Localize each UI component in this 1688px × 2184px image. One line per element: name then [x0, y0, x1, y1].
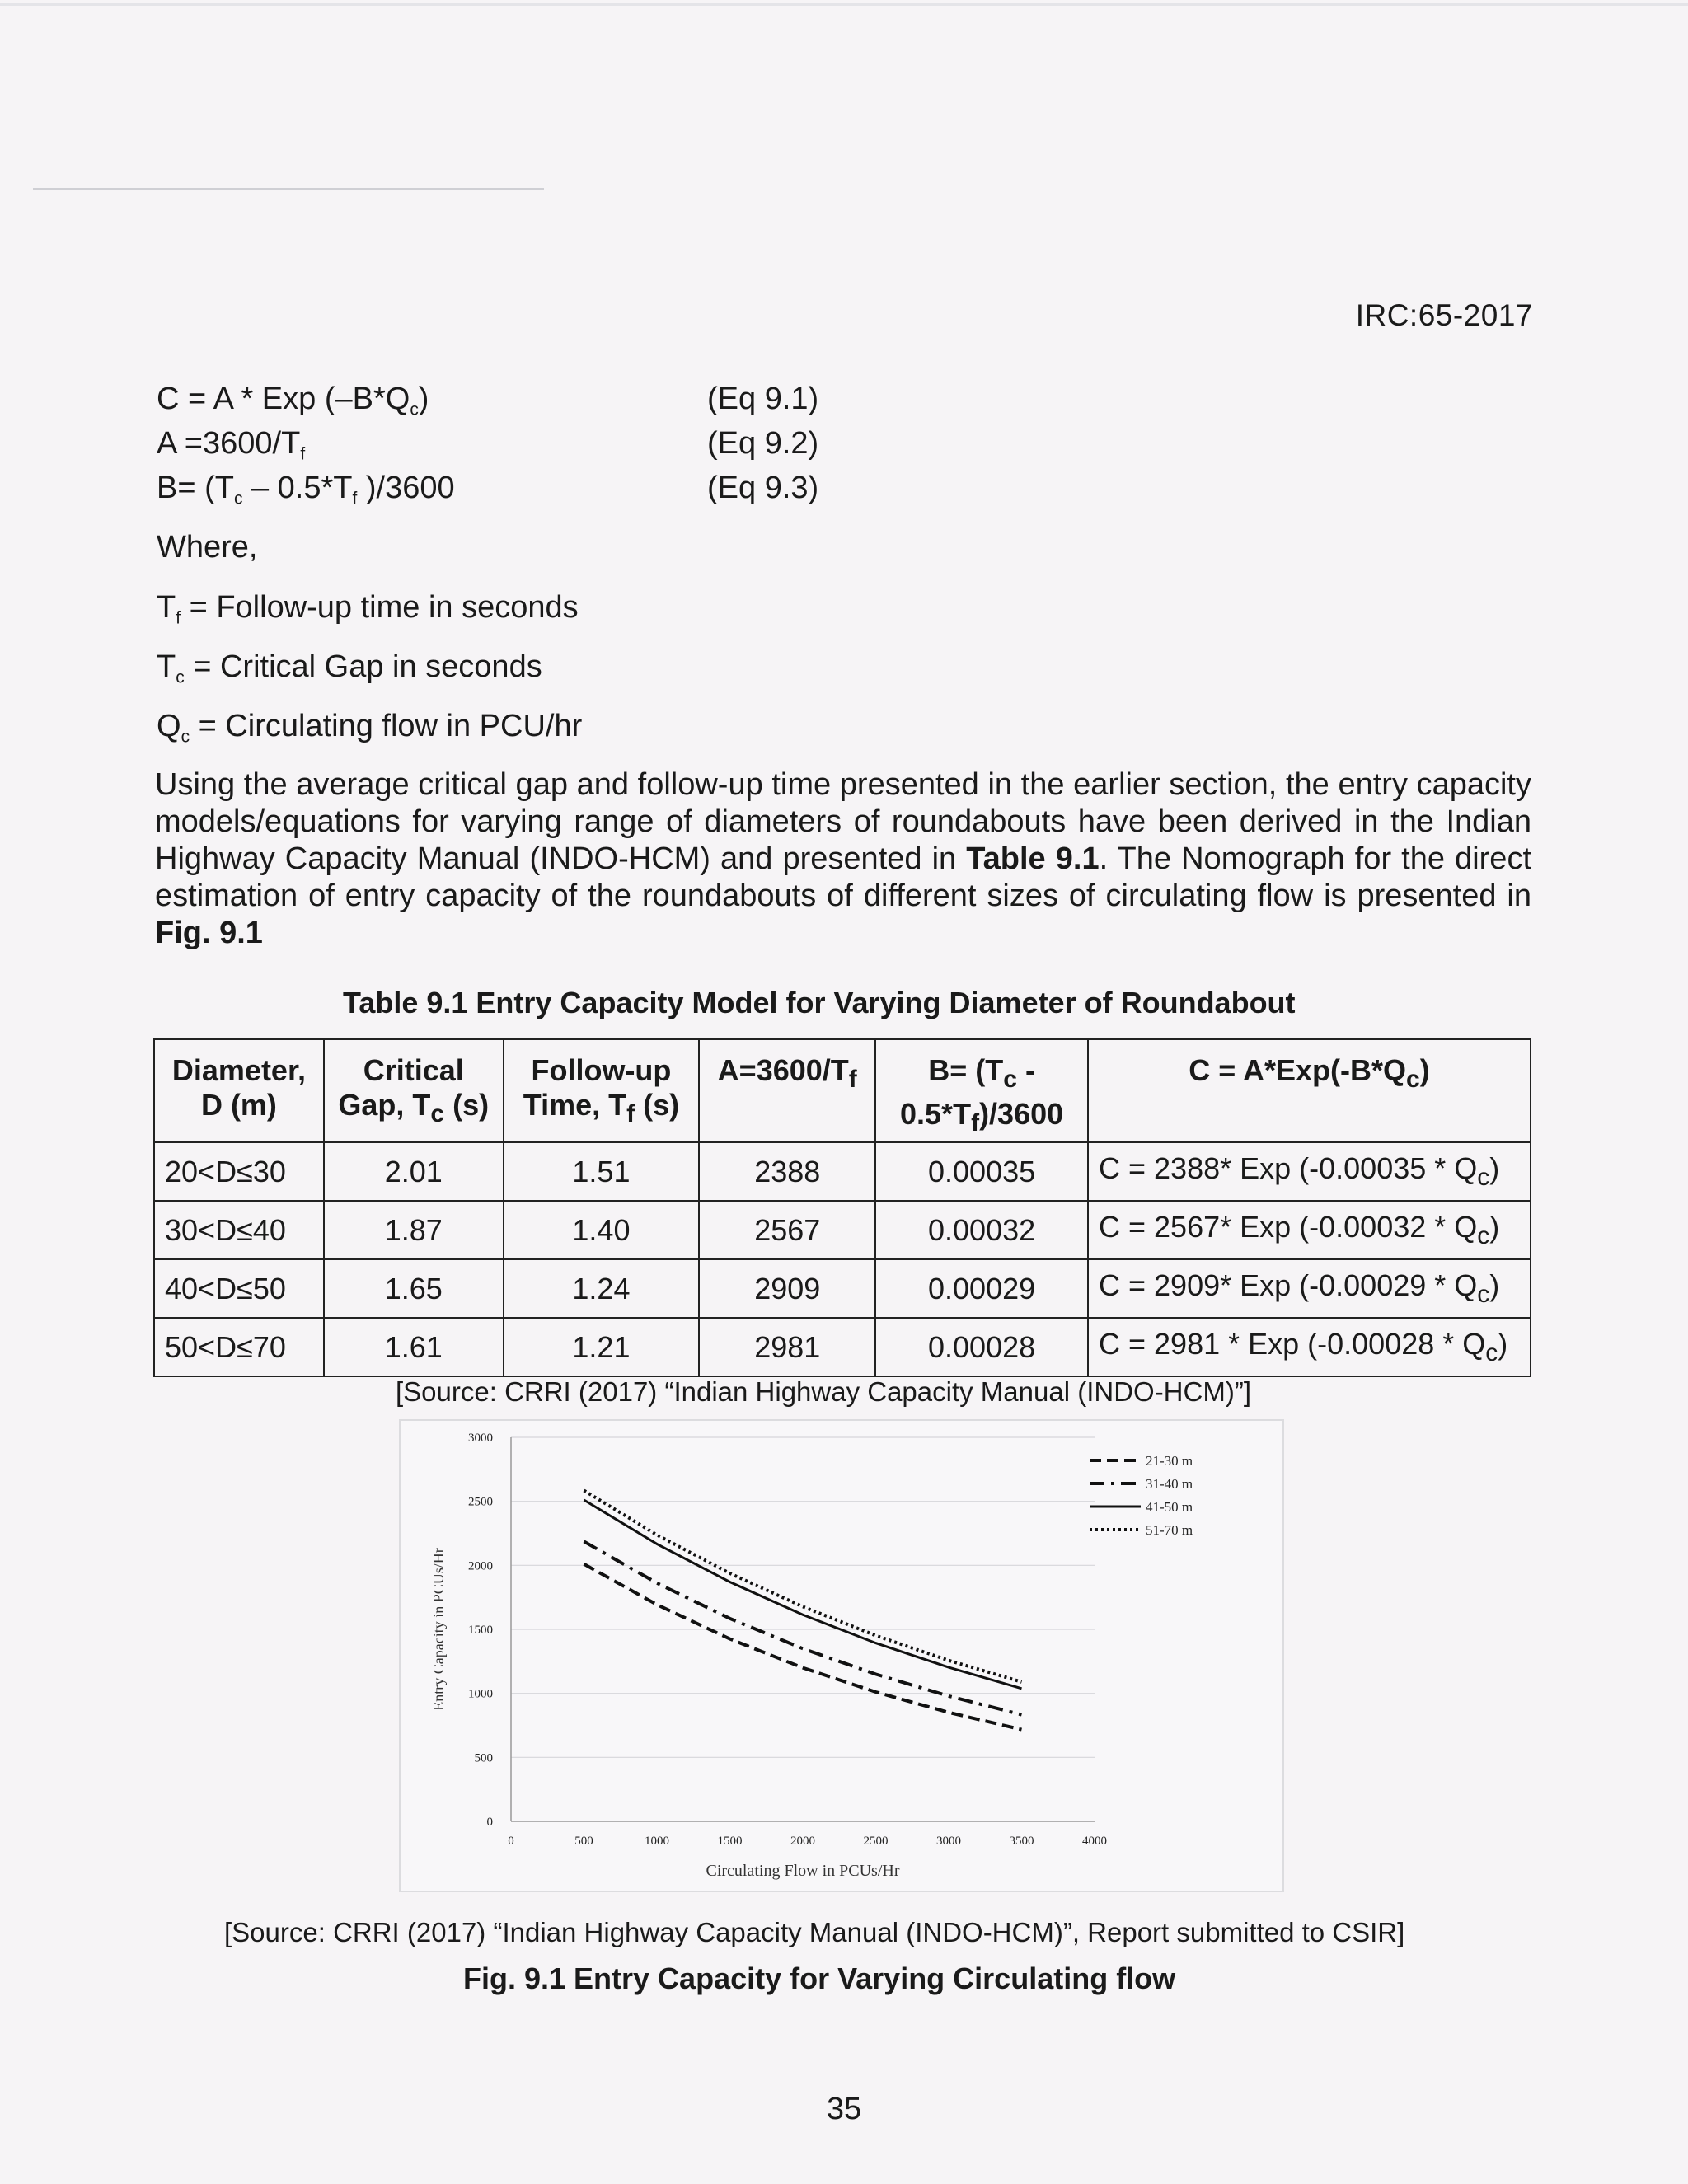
equation-9-2: $A =3600/T_f$	[157, 426, 306, 464]
header-c: $C = A*Exp(-B*Q_c)$	[1088, 1039, 1531, 1142]
capacity-table	[153, 1038, 1531, 1377]
x-tick-label: 3000	[936, 1835, 961, 1848]
cell-diameter: 30<D≤40	[154, 1201, 324, 1259]
x-tick-label: 0	[508, 1835, 514, 1848]
x-tick-label: 1000	[645, 1835, 669, 1848]
x-axis-label: Circulating Flow in PCUs/Hr	[706, 1862, 900, 1880]
table-caption: Table 9.1 Entry Capacity Model for Varying Diameter of Roundabout	[343, 986, 1296, 1019]
table-source: [Source: CRRI (2017) “Indian Highway Capacity Manual (INDO-HCM)”]	[396, 1376, 1251, 1407]
cell-tc: 1.87	[324, 1201, 504, 1259]
cell-tf: 1.21	[504, 1318, 700, 1376]
x-tick-label: 4000	[1082, 1835, 1107, 1848]
cell-tf: 1.40	[504, 1201, 700, 1259]
figure-source: [Source: CRRI (2017) “Indian Highway Capacity Manual (INDO-HCM)”, Report submitted to CSIR]	[224, 1917, 1405, 1947]
cell-c: C = 2388* Exp $(-0.00035 * Q_c)$	[1088, 1142, 1531, 1201]
y-tick-label: 2500	[468, 1495, 493, 1509]
x-tick-label: 2000	[790, 1835, 815, 1848]
cell-a: 2909	[699, 1259, 875, 1318]
equation-9-3-number: (Eq 9.3)	[707, 471, 819, 505]
table-row	[154, 1259, 1531, 1318]
cell-b: 0.00029	[875, 1259, 1088, 1318]
header-rule	[33, 188, 544, 190]
y-tick-label: 1500	[468, 1624, 493, 1637]
definition-tc: $T_c$ = Critical Gap in seconds	[157, 649, 542, 687]
cell-diameter: 50<D≤70	[154, 1318, 324, 1376]
y-tick-label: 2000	[468, 1559, 493, 1573]
equation-9-1: C = A * Exp $(-B*Q_c)$	[157, 382, 429, 419]
legend-label: 41-50 m	[1146, 1499, 1193, 1515]
cell-tf: 1.51	[504, 1142, 700, 1201]
equation-9-2-number: (Eq 9.2)	[707, 426, 819, 461]
table-row	[154, 1318, 1531, 1376]
legend-label: 51-70 m	[1146, 1522, 1193, 1538]
y-tick-label: 3000	[468, 1432, 493, 1445]
document-code: IRC:65-2017	[1355, 298, 1533, 332]
cell-a: 2567	[699, 1201, 875, 1259]
top-edge-line	[0, 3, 1688, 6]
y-axis-label: Entry Capacity in PCUs/Hr	[430, 1548, 447, 1711]
entry-capacity-chart	[401, 1421, 1282, 1891]
cell-b: 0.00028	[875, 1318, 1088, 1376]
series-line	[584, 1491, 1022, 1682]
cell-diameter: 20<D≤30	[154, 1142, 324, 1201]
y-tick-label: 0	[486, 1816, 493, 1829]
body-paragraph: Using the average critical gap and follow-up time presented in the earlier section, the entry capacity models/equations for varying range of diameters of roundabouts have been derived in the Indian Highway Capacity Manual (INDO-HCM) and presented in Table 9.1. The Nomograph for the direct estimation of entry capacity of the roundabouts of different sizes of circulating flow is presented in Fig. 9.1	[155, 767, 1532, 950]
figure-caption: Fig. 9.1 Entry Capacity for Varying Circulating flow	[463, 1961, 1176, 1995]
definition-tf: $T_f$ = Follow-up time in seconds	[157, 590, 579, 628]
definition-qc: $Q_c$ = Circulating flow in PCU/hr	[157, 709, 583, 747]
header-follow-up-time: Follow-up Time, $T_f$ (s)	[504, 1039, 700, 1142]
series-line	[584, 1541, 1022, 1714]
legend-label: 21-30 m	[1146, 1453, 1193, 1469]
header-diameter: Diameter, D (m)	[154, 1039, 324, 1142]
cell-tc: 1.65	[324, 1259, 504, 1318]
y-tick-label: 1000	[468, 1687, 493, 1701]
table-row	[154, 1201, 1531, 1259]
equation-9-3: $B= (T_c - 0.5*T_f$ )/3600	[157, 471, 455, 509]
cell-c: C = 2981 * Exp $(-0.00028 * Q_c)$	[1088, 1318, 1531, 1376]
header-a: $A=3600/T_f$	[699, 1039, 875, 1142]
cell-tf: 1.24	[504, 1259, 700, 1318]
where-label: Where,	[157, 530, 258, 565]
x-tick-label: 3500	[1009, 1835, 1034, 1848]
cell-a: 2981	[699, 1318, 875, 1376]
cell-b: 0.00035	[875, 1142, 1088, 1201]
cell-tc: 2.01	[324, 1142, 504, 1201]
cell-a: 2388	[699, 1142, 875, 1201]
y-tick-label: 500	[474, 1751, 493, 1765]
series-line	[584, 1500, 1022, 1689]
chart-frame	[399, 1419, 1284, 1892]
cell-b: 0.00032	[875, 1201, 1088, 1259]
page-number: 35	[826, 2092, 862, 2126]
cell-tc: 1.61	[324, 1318, 504, 1376]
header-b: $B= (T_c$ - $0.5*T_f)/3600$	[875, 1039, 1088, 1142]
cell-c: C = 2909* Exp $(-0.00029 * Q_c)$	[1088, 1259, 1531, 1318]
cell-c: C = 2567* Exp $(-0.00032 * Q_c)$	[1088, 1201, 1531, 1259]
header-critical-gap: Critical Gap, $T_c$ (s)	[324, 1039, 504, 1142]
equation-9-1-number: (Eq 9.1)	[707, 382, 819, 416]
legend-label: 31-40 m	[1146, 1476, 1193, 1492]
x-tick-label: 1500	[717, 1835, 743, 1848]
table-row	[154, 1142, 1531, 1201]
cell-diameter: 40<D≤50	[154, 1259, 324, 1318]
x-tick-label: 2500	[863, 1835, 889, 1848]
table-header-row	[154, 1039, 1531, 1142]
x-tick-label: 500	[574, 1835, 593, 1848]
